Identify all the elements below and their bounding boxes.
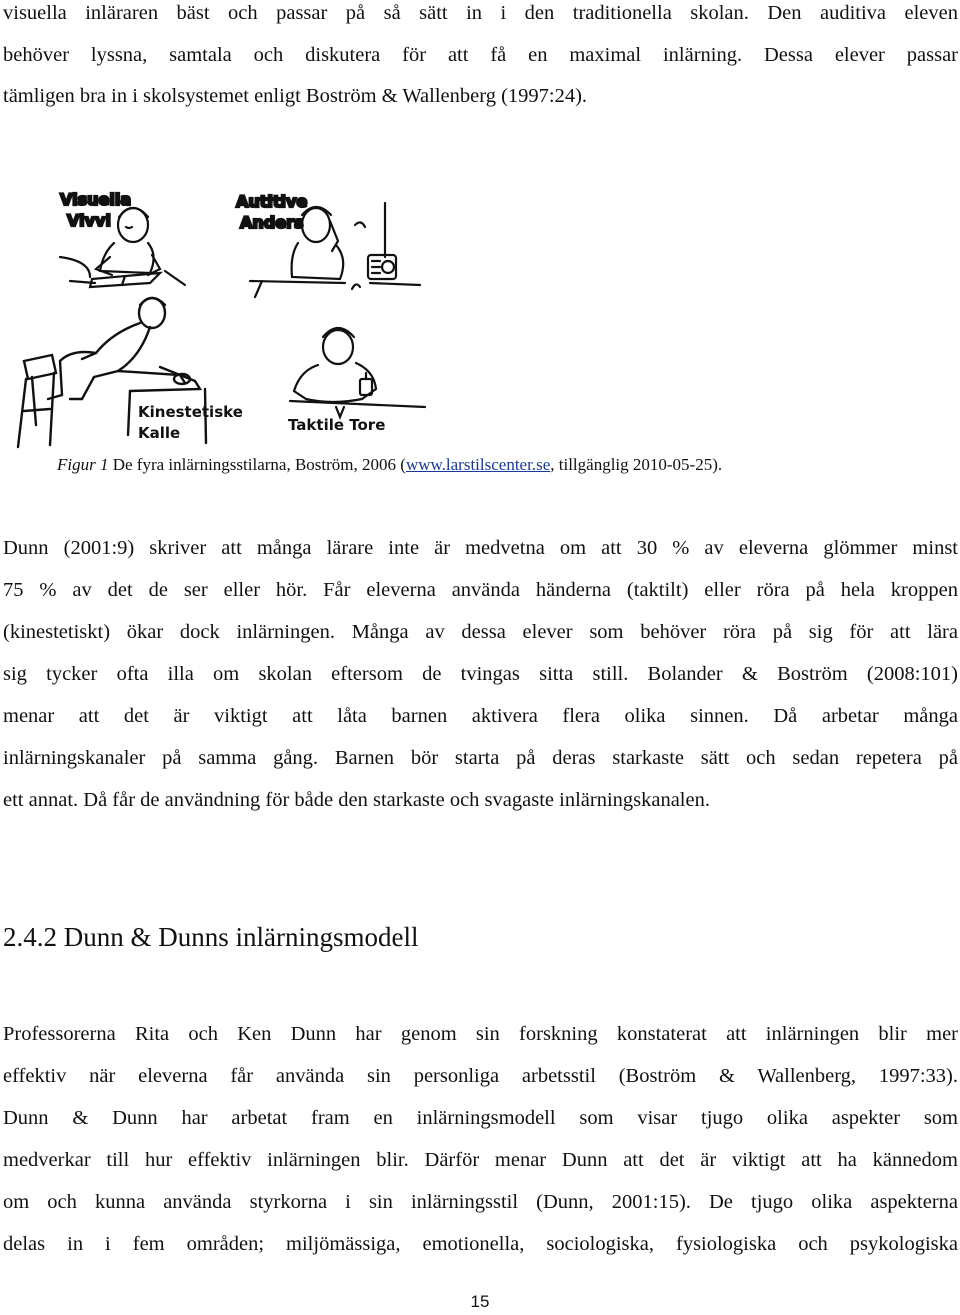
section-heading: 2.4.2 Dunn & Dunns inlärningsmodell bbox=[3, 922, 419, 952]
text-line: Dunn (2001:9) skriver att många lärare inte är medvetna om att 30 % av eleverna glömmer minst bbox=[3, 537, 958, 559]
figure-label: Visuella bbox=[60, 190, 132, 209]
figure-caption bbox=[57, 453, 722, 477]
paragraph-dunn-memory bbox=[3, 527, 958, 821]
figure-label: Taktile Tore bbox=[288, 416, 386, 434]
text-line: visuella inläraren bäst och passar på så sätt in i den traditionella skolan. Den auditiva eleven bbox=[3, 2, 958, 24]
figure-label: Kinestetiske bbox=[138, 403, 243, 421]
text-line: behöver lyssna, samtala och diskutera för att få en maximal inlärning. Dessa elever passar bbox=[3, 43, 958, 66]
figure-label: Kalle bbox=[138, 424, 181, 442]
figure-caption-suffix: , tillgänglig 2010-05-25). bbox=[550, 455, 723, 474]
text-line: (kinestetiskt) ökar dock inlärningen. Många av dessa elever som behöver röra på sig för att lära bbox=[3, 621, 958, 643]
auditory-learner-drawing bbox=[236, 192, 420, 297]
text-line: Professorerna Rita och Ken Dunn har genom sin forskning konstaterat att inlärningen blir mer bbox=[3, 1023, 958, 1045]
figure-label: Anders bbox=[240, 213, 304, 232]
paragraph-dunn-model bbox=[3, 1013, 958, 1265]
page-number: 15 bbox=[470, 1292, 490, 1311]
text-line: tämligen bra in i skolsystemet enligt Boström & Wallenberg (1997:24). bbox=[3, 85, 588, 107]
figure-label: Vivvi bbox=[67, 211, 111, 230]
figure-caption-text: De fyra inlärningsstilarna, Boström, 2006 ( bbox=[108, 455, 406, 474]
source-link[interactable]: www.larstilscenter.se bbox=[405, 455, 551, 474]
text-line: effektiv när eleverna får använda sin personliga arbetsstil (Boström & Wallenberg, 1997:33). bbox=[3, 1065, 958, 1087]
paragraph-learning-styles bbox=[3, 0, 958, 118]
learning-styles-illustration bbox=[0, 185, 470, 453]
kinesthetic-learner-drawing bbox=[18, 298, 243, 447]
text-line: medverkar till hur effektiv inlärningen blir. Därför menar Dunn att det är viktigt att ha kännedom bbox=[3, 1149, 958, 1171]
text-line: om och kunna använda styrkorna i sin inlärningsstil (Dunn, 2001:15). De tjugo olika aspekterna bbox=[3, 1191, 958, 1213]
text-line: Dunn & Dunn har arbetat fram en inlärningsmodell som visar tjugo olika aspekter som bbox=[3, 1107, 958, 1129]
figure-label: Autitive bbox=[236, 192, 308, 211]
text-line: 75 % av det de ser eller hör. Får eleverna använda händerna (taktilt) eller röra på hela kroppen bbox=[3, 579, 958, 601]
text-line: delas in i fem områden; miljömässiga, emotionella, sociologiska, fysiologiska och psykologiska bbox=[3, 1233, 958, 1255]
text-line: ett annat. Då får de användning för både den starkaste och svagaste inlärningskanalen. bbox=[3, 789, 710, 811]
visual-learner-drawing bbox=[60, 190, 185, 287]
text-line: sig tycker ofta illa om skolan eftersom de tvingas sitta still. Bolander & Boström (2008:101) bbox=[3, 663, 958, 685]
tactile-learner-drawing bbox=[288, 328, 425, 434]
text-line: inlärningskanaler på samma gång. Barnen bör starta på deras starkaste sätt och sedan repetera på bbox=[3, 747, 958, 769]
text-line: menar att det är viktigt att låta barnen aktivera flera olika sinnen. Då arbetar många bbox=[3, 705, 958, 727]
figure-caption-label: Figur 1 bbox=[57, 455, 109, 474]
